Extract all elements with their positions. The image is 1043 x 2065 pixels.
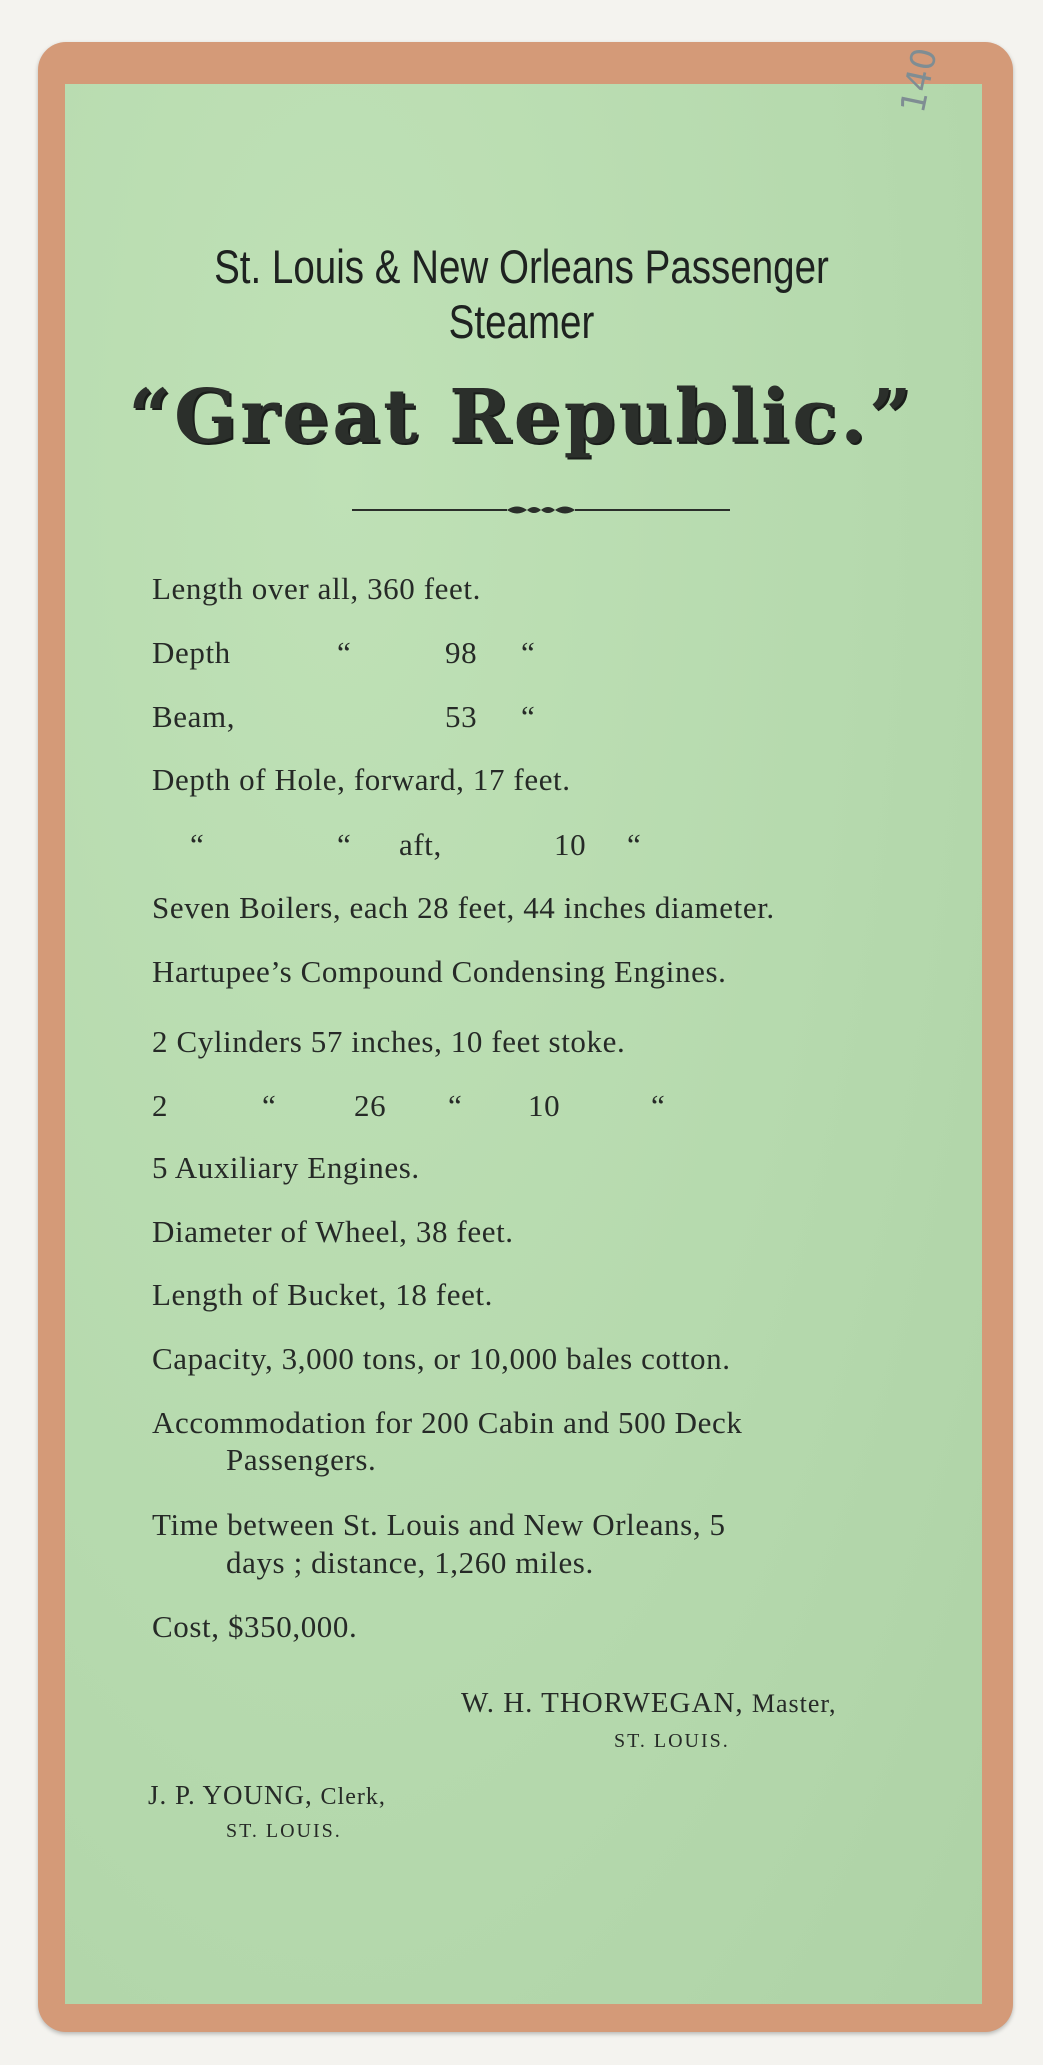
spec-hold-aft: aft, (399, 827, 442, 862)
spec-cylinders: 2 Cylinders 57 inches, 10 feet stoke. (152, 1024, 626, 1059)
heading-line-2: Steamer (448, 295, 595, 348)
spec-cylinders-2-size: 26 (354, 1088, 387, 1123)
spec-time: Time between St. Louis and New Orleans, 5 (152, 1507, 726, 1542)
spec-hold-aft-value: 10 (554, 827, 587, 862)
spec-depth-ditto-2: “ (521, 635, 536, 670)
spec-length: Length over all, 360 feet. (152, 571, 481, 606)
clerk-name-text: J. P. YOUNG, (148, 1780, 313, 1810)
spec-capacity: Capacity, 3,000 tons, or 10,000 bales cotton. (152, 1341, 731, 1376)
spec-hold-forward: Depth of Hole, forward, 17 feet. (152, 762, 571, 797)
spec-cylinders-2-ditto-3: “ (651, 1088, 666, 1123)
spec-depth: Depth (152, 635, 231, 670)
clerk-name (148, 1780, 386, 1811)
spec-cylinders-2-ditto: “ (262, 1088, 277, 1123)
spec-hold-ditto-3: “ (627, 827, 642, 862)
spec-boilers: Seven Boilers, each 28 feet, 44 inches diameter. (152, 890, 775, 925)
spec-cylinders-2-ditto-2: “ (448, 1088, 463, 1123)
master-place: ST. LOUIS. (614, 1730, 730, 1752)
spec-engines: Hartupee’s Compound Condensing Engines. (152, 954, 727, 989)
master-title: Master, (751, 1689, 837, 1718)
spec-bucket: Length of Bucket, 18 feet. (152, 1277, 493, 1312)
spec-hold-ditto-2: “ (337, 827, 352, 862)
spec-auxiliary: 5 Auxiliary Engines. (152, 1150, 420, 1185)
heading-line-1: St. Louis & New Orleans Passenger (214, 240, 829, 293)
spec-accommodation-cont: Passengers. (226, 1442, 377, 1477)
spec-wheel: Diameter of Wheel, 38 feet. (152, 1214, 514, 1249)
handwritten-mark: 140 (893, 44, 946, 117)
spec-depth-value: 98 (445, 635, 478, 670)
spec-beam: Beam, (152, 699, 236, 734)
spec-depth-ditto: “ (337, 635, 352, 670)
spec-beam-ditto: “ (521, 699, 536, 734)
spec-cost: Cost, $350,000. (152, 1609, 358, 1644)
spec-cylinders-2-stroke: 10 (528, 1088, 561, 1123)
master-name-text: W. H. THORWEGAN, (461, 1687, 744, 1719)
spec-time-cont: days ; distance, 1,260 miles. (226, 1545, 594, 1580)
clerk-title: Clerk, (320, 1784, 386, 1810)
master-name (461, 1687, 837, 1720)
ornament-divider-icon (352, 500, 730, 520)
spec-cylinders-2-count: 2 (152, 1088, 169, 1123)
ship-name: “Great Republic.” (128, 374, 915, 460)
clerk-place: ST. LOUIS. (226, 1820, 342, 1842)
spec-hold-ditto-1: “ (190, 827, 205, 862)
spec-accommodation: Accommodation for 200 Cabin and 500 Deck (152, 1405, 743, 1440)
spec-beam-value: 53 (445, 699, 478, 734)
